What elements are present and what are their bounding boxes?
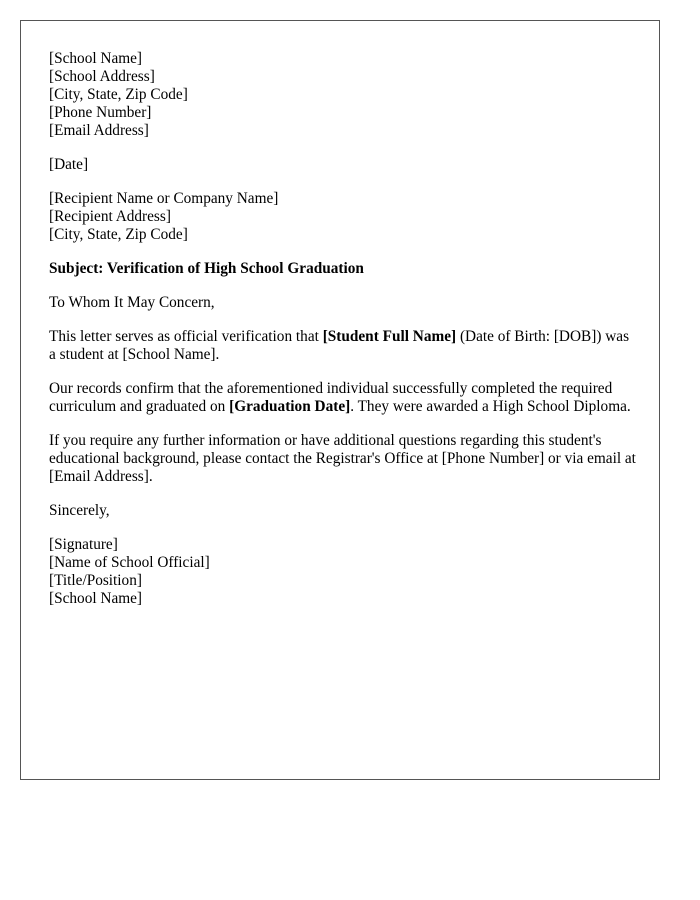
- signature-block: [49, 536, 639, 608]
- recipient-city-state-zip: [City, State, Zip Code]: [49, 226, 188, 243]
- sender-school-address: [School Address]: [49, 68, 155, 85]
- closing: Sincerely,: [49, 502, 110, 519]
- sender-city-state-zip: [City, State, Zip Code]: [49, 86, 188, 103]
- paragraph-verification: [49, 328, 639, 364]
- paragraph-records: [49, 380, 639, 416]
- signature: [Signature]: [49, 536, 118, 553]
- letter-body: [49, 50, 639, 624]
- sender-phone: [Phone Number]: [49, 104, 152, 121]
- recipient-name: [Recipient Name or Company Name]: [49, 190, 279, 207]
- date-block: [49, 156, 639, 174]
- student-full-name: [Student Full Name]: [322, 328, 457, 345]
- paragraph-records-before: Our records confirm that the aforementioned individual successfully completed the required curriculum and graduated on: [49, 380, 613, 415]
- letter-page: [20, 20, 660, 780]
- sender-school-name: [School Name]: [49, 50, 143, 67]
- paragraph-verification-before: This letter serves as official verification that: [49, 328, 323, 345]
- recipient-block: [49, 190, 639, 244]
- official-title: [Title/Position]: [49, 572, 142, 589]
- subject-line: Subject: Verification of High School Graduation: [49, 260, 364, 277]
- signature-school-name: [School Name]: [49, 590, 143, 607]
- sender-block: [49, 50, 639, 140]
- paragraph-contact: If you require any further information or have additional questions regarding this student's educational background, please contact the Registrar's Office at [Phone Number] or via email at [Email Address].: [49, 432, 636, 485]
- recipient-address: [Recipient Address]: [49, 208, 171, 225]
- salutation: To Whom It May Concern,: [49, 294, 215, 311]
- graduation-date: [Graduation Date]: [229, 398, 351, 415]
- sender-email: [Email Address]: [49, 122, 149, 139]
- official-name: [Name of School Official]: [49, 554, 210, 571]
- paragraph-records-after: . They were awarded a High School Diploma.: [350, 398, 631, 415]
- paragraph-verification-after: (Date of Birth: [DOB]) was a student at [School Name].: [49, 328, 630, 363]
- letter-date: [Date]: [49, 156, 89, 173]
